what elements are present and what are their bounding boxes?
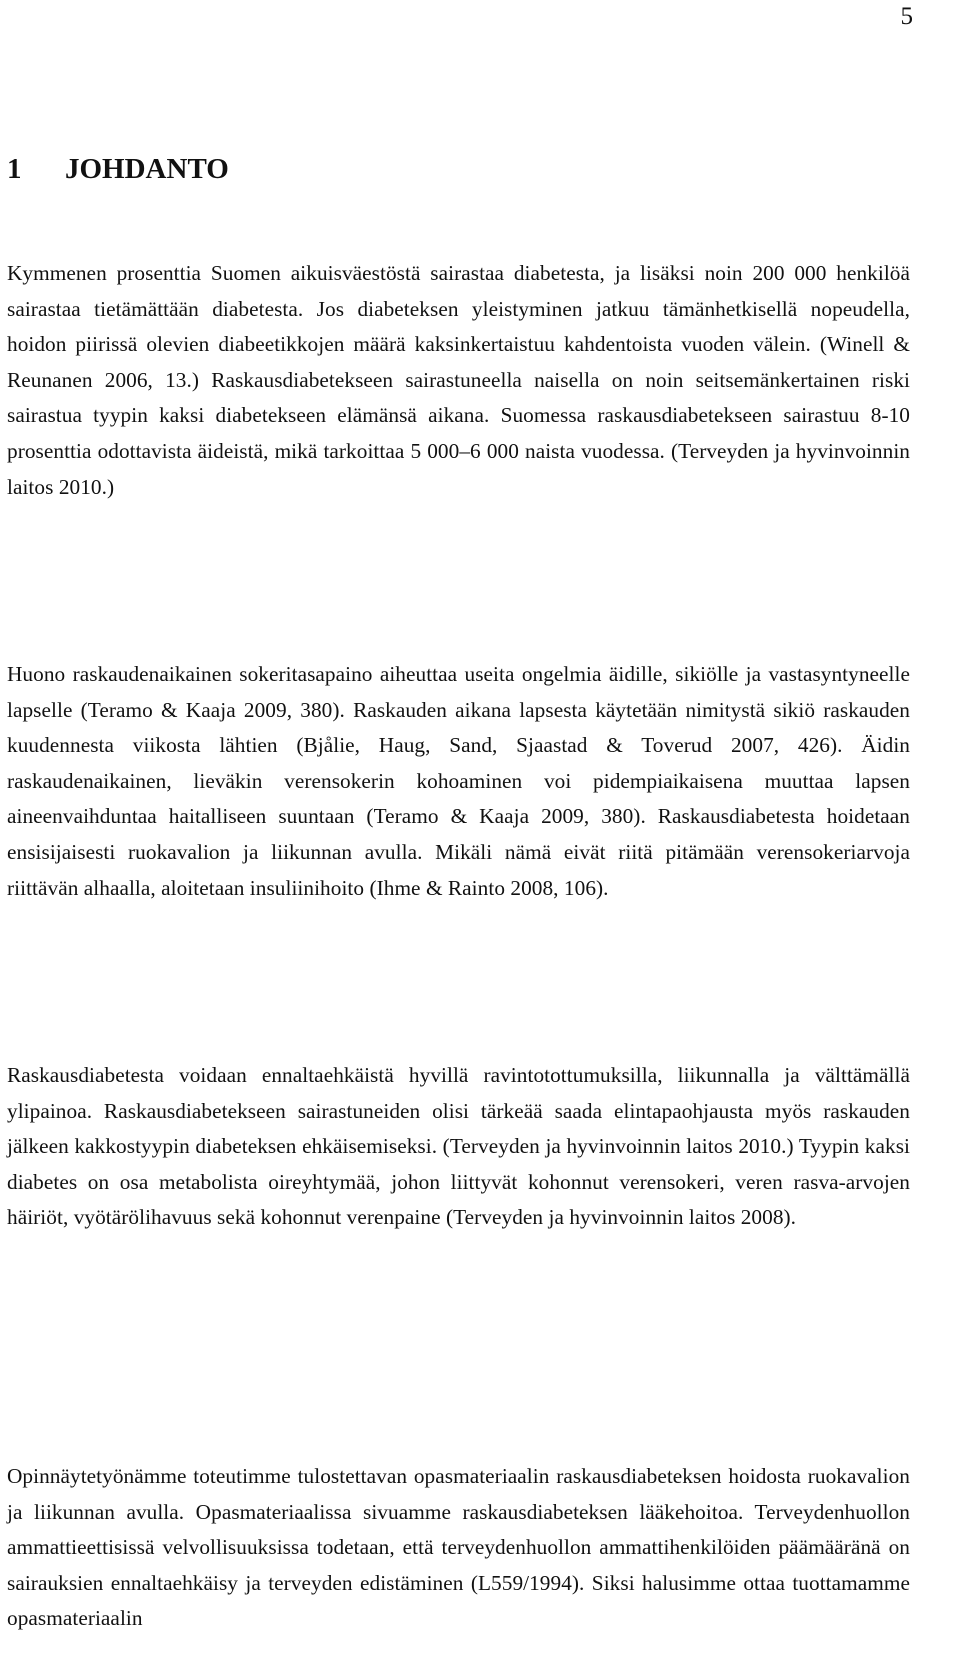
paragraph-glucose-balance: Huono raskaudenaikainen sokeritasapaino aiheuttaa useita ongelmia äidille, sikiölle ja vastasyntyneelle lapselle (Teramo & Kaaja 2009, 380). Raskauden aikana lapsesta käytetään nimitystä sikiö raskauden kuudennesta viikosta lähtien (Bjålie, Haug, Sand, Sjaastad & Toverud 2007, 426). Äidin raskaudenaikainen, lieväkin verensokerin kohoaminen voi pidempiaikaisena muuttaa lapsen aineenvaihduntaa haitalliseen suuntaan (Teramo & Kaaja 2009, 380). Raskausdiabetesta hoidetaan ensisijaisesti ruokavalion ja liikunnan avulla. Mikäli nämä eivät riitä pitämään verensokeriarvoja riittävän alhaalla, aloitetaan insuliinihoito (Ihme & Rainto 2008, 106). — [7, 662, 910, 900]
paragraph-thesis-purpose: Opinnäytetyönämme toteutimme tulostettavan opasmateriaalin raskausdiabeteksen hoidosta ruokavalion ja liikunnan avulla. Opasmateriaalissa sivuamme raskausdiabeteksen lääkehoitoa. Terveydenhuollon ammattieettisissä velvollisuuksissa todetaan, että terveydenhuollon ammattihenkilöiden päämääränä on sairauksien ennaltaehkäisy ja terveyden edistäminen (L559/1994). Siksi halusimme ottaa tuottamamme opasmateriaalin — [7, 1464, 910, 1631]
chapter-number: 1 — [7, 153, 22, 185]
page-number: 5 — [900, 3, 913, 30]
chapter-title: JOHDANTO — [65, 153, 229, 185]
paragraph-prevention: Raskausdiabetesta voidaan ennaltaehkäistä hyvillä ravintotottumuksilla, liikunnalla ja välttämällä ylipainoa. Raskausdiabetekseen sairastuneiden olisi tärkeää saada elintapaohjausta myös raskauden jälkeen kakkostyypin diabeteksen ehkäisemiseksi. (Terveyden ja hyvinvoinnin laitos 2010.) Tyypin kaksi diabetes on osa metabolista oireyhtymää, johon liittyvät kohonnut verensokeri, veren rasva-arvojen häiriöt, vyötärölihavuus sekä kohonnut verenpaine (Terveyden ja hyvinvoinnin laitos 2008). — [7, 1063, 910, 1230]
chapter-heading — [7, 151, 229, 187]
paragraph-intro: Kymmenen prosenttia Suomen aikuisväestöstä sairastaa diabetesta, ja lisäksi noin 200 000 henkilöä sairastaa tietämättään diabetesta. Jos diabeteksen yleistyminen jatkuu tämänhetkisellä nopeudella, hoidon piirissä olevien diabeetikkojen määrä kaksinkertaistuu kahdentoista vuoden välein. (Winell & Reunanen 2006, 13.) Raskausdiabetekseen sairastuneella naisella on noin seitsemänkertainen riski sairastua tyypin kaksi diabetekseen elämänsä aikana. Suomessa raskausdiabetekseen sairastuu 8-10 prosenttia odottavista äideistä, mikä tarkoittaa 5 000–6 000 naista vuodessa. (Terveyden ja hyvinvoinnin laitos 2010.) — [7, 261, 910, 499]
